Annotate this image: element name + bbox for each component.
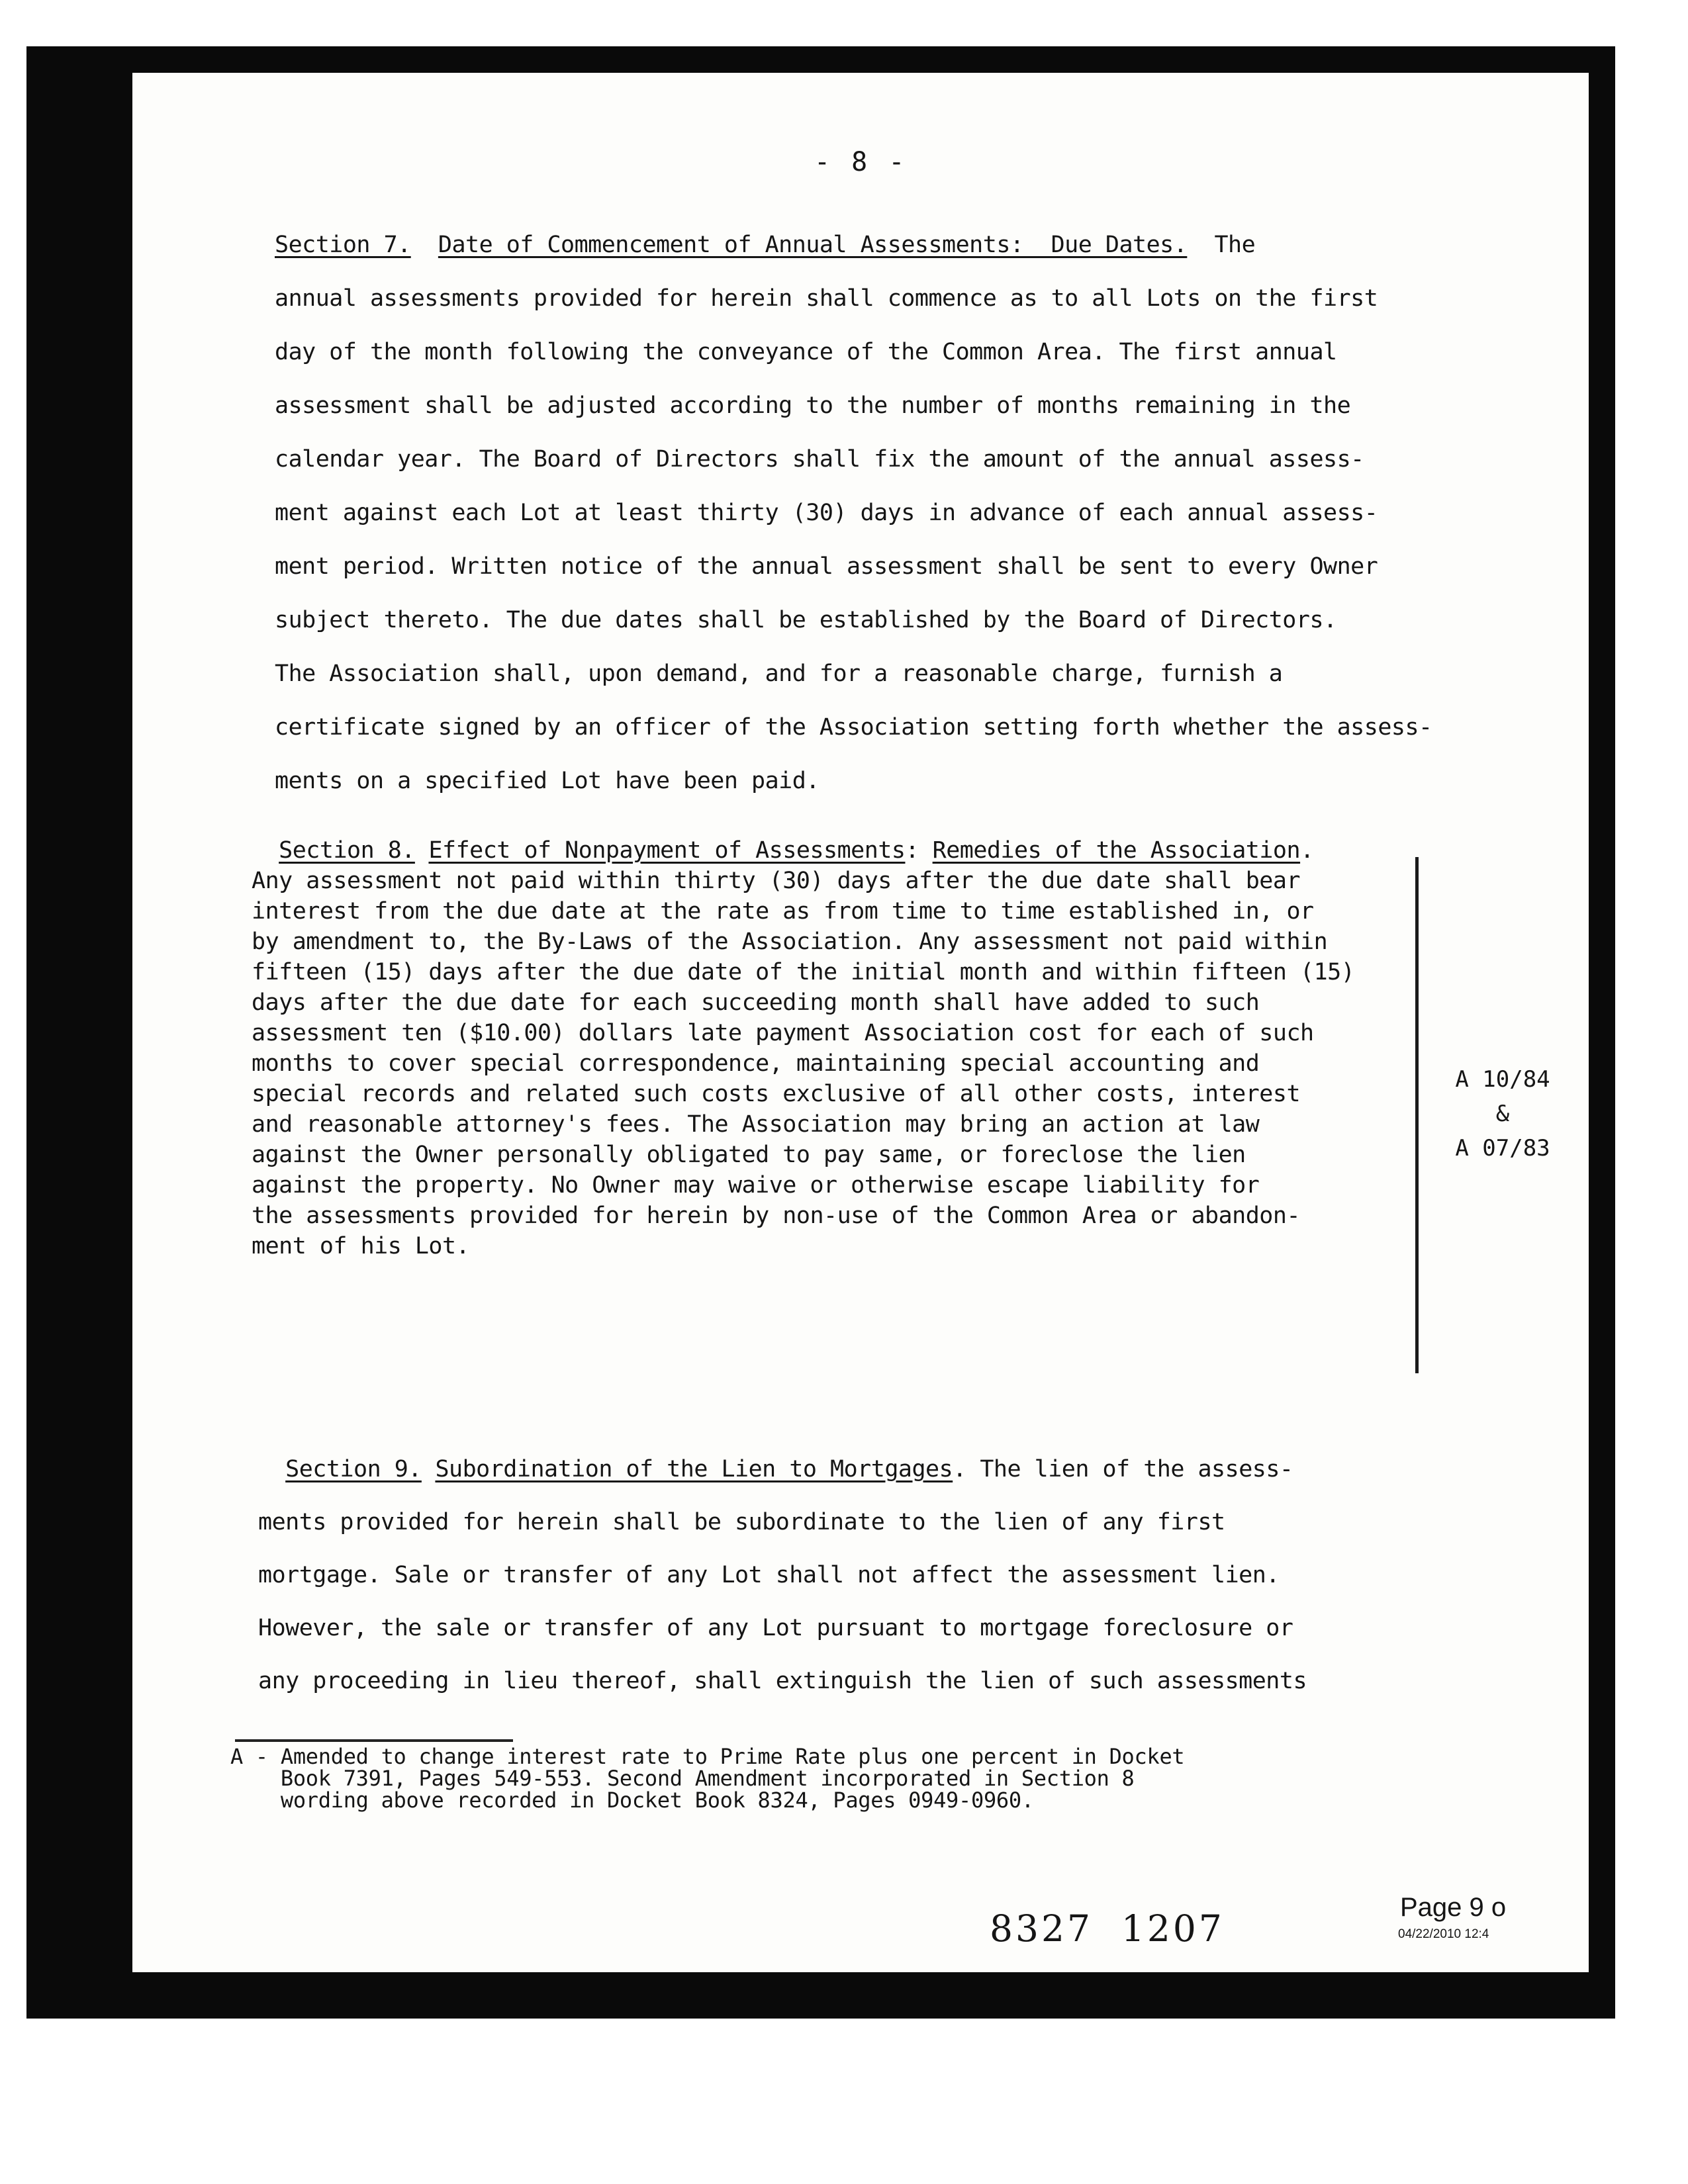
section-8-line: ment of his Lot. — [252, 1233, 470, 1259]
scan-page-stamp: Page 9 o — [1400, 1893, 1507, 1922]
section-8-line: days after the due date for each succeeding month shall have added to such — [252, 989, 1260, 1016]
section-8-line: special records and related such costs exclusive of all other costs, interest — [252, 1081, 1301, 1107]
docket-book-page-stamp: 8327 1207 — [990, 1907, 1225, 1950]
amendment-margin-note — [1427, 1062, 1579, 1165]
section-7-text: The — [1187, 232, 1256, 258]
section-8 — [252, 835, 1443, 1261]
margin-note-line: A 10/84 — [1455, 1066, 1550, 1093]
section-7-line: ment period. Written notice of the annual assessment shall be sent to every Owner — [275, 553, 1378, 580]
section-9-title: Subordination of the Lien to Mortgages — [435, 1456, 953, 1482]
section-9-text: . The lien of the assess- — [953, 1456, 1293, 1482]
section-7-line: certificate signed by an officer of the Association setting forth whether the assess- — [275, 714, 1432, 741]
section-7-line: day of the month following the conveyance of the Common Area. The first annual — [275, 339, 1337, 365]
footnote-divider — [235, 1739, 513, 1742]
section-7-line: assessment shall be adjusted according to the number of months remaining in the — [275, 392, 1351, 419]
section-8-line: assessment ten ($10.00) dollars late payment Association cost for each of such — [252, 1020, 1314, 1046]
section-9-line-1 — [258, 1443, 1450, 1496]
footnote-line: Book 7391, Pages 549-553. Second Amendment incorporated in Section 8 — [230, 1766, 1135, 1791]
section-7-title: Date of Commencement of Annual Assessments: Due Dates. — [438, 232, 1188, 258]
section-8-line: interest from the due date at the rate as from time to time established in, or — [252, 898, 1314, 925]
section-8-line: against the property. No Owner may waive or otherwise escape liability for — [252, 1172, 1260, 1199]
section-8-line: and reasonable attorney's fees. The Association may bring an action at law — [252, 1111, 1260, 1138]
section-8-line: the assessments provided for herein by non-use of the Common Area or abandon- — [252, 1203, 1301, 1229]
footnote-line: wording above recorded in Docket Book 8324, Pages 0949-0960. — [230, 1788, 1034, 1813]
margin-note-line: & — [1495, 1101, 1510, 1127]
section-7-line: ments on a specified Lot have been paid. — [275, 768, 820, 794]
document-page — [132, 73, 1589, 1972]
section-8-line: fifteen (15) days after the due date of the initial month and within fifteen (15) — [252, 959, 1355, 985]
section-9 — [258, 1443, 1450, 1707]
section-9-line: ments provided for herein shall be subordinate to the lien of any first — [258, 1509, 1225, 1535]
section-7 — [275, 218, 1579, 808]
margin-note-line: A 07/83 — [1455, 1135, 1550, 1161]
section-8-line: against the Owner personally obligated to pay same, or foreclose the lien — [252, 1142, 1246, 1168]
amendment-margin-bar — [1415, 857, 1419, 1373]
section-8-title-part-1: Effect of Nonpayment of Assessments — [428, 837, 906, 864]
scan-date-stamp: 04/22/2010 12:4 — [1398, 1927, 1489, 1941]
section-8-heading: Section 8. — [279, 837, 415, 864]
section-7-line: ment against each Lot at least thirty (30) days in advance of each annual assess- — [275, 500, 1378, 526]
section-9-heading: Section 9. — [285, 1456, 422, 1482]
section-8-title-part-2: Remedies of the Association — [932, 837, 1301, 864]
section-9-line: However, the sale or transfer of any Lot pursuant to mortgage foreclosure or — [258, 1615, 1293, 1641]
section-7-heading: Section 7. — [275, 232, 411, 258]
section-8-line: months to cover special correspondence, maintaining special accounting and — [252, 1050, 1260, 1077]
section-9-line: mortgage. Sale or transfer of any Lot shall not affect the assessment lien. — [258, 1562, 1280, 1588]
footnote-line: A - Amended to change interest rate to Prime Rate plus one percent in Docket — [230, 1744, 1185, 1769]
section-8-heading-line: Section 8. Effect of Nonpayment of Assessments: Remedies of the Association. — [279, 837, 1314, 864]
section-7-line: annual assessments provided for herein shall commence as to all Lots on the first — [275, 285, 1378, 312]
section-8-line: by amendment to, the By-Laws of the Association. Any assessment not paid within — [252, 929, 1328, 955]
section-7-line: The Association shall, upon demand, and for a reasonable charge, furnish a — [275, 660, 1283, 687]
section-7-line: calendar year. The Board of Directors shall fix the amount of the annual assess- — [275, 446, 1364, 473]
section-7-line-1 — [275, 218, 1579, 272]
section-9-line: any proceeding in lieu thereof, shall extinguish the lien of such assessments — [258, 1668, 1307, 1694]
section-7-line: subject thereto. The due dates shall be established by the Board of Directors. — [275, 607, 1337, 633]
page-number: - 8 - — [814, 147, 908, 177]
section-8-line: Any assessment not paid within thirty (30) days after the due date shall bear — [252, 868, 1301, 894]
footnote — [230, 1746, 1488, 1811]
